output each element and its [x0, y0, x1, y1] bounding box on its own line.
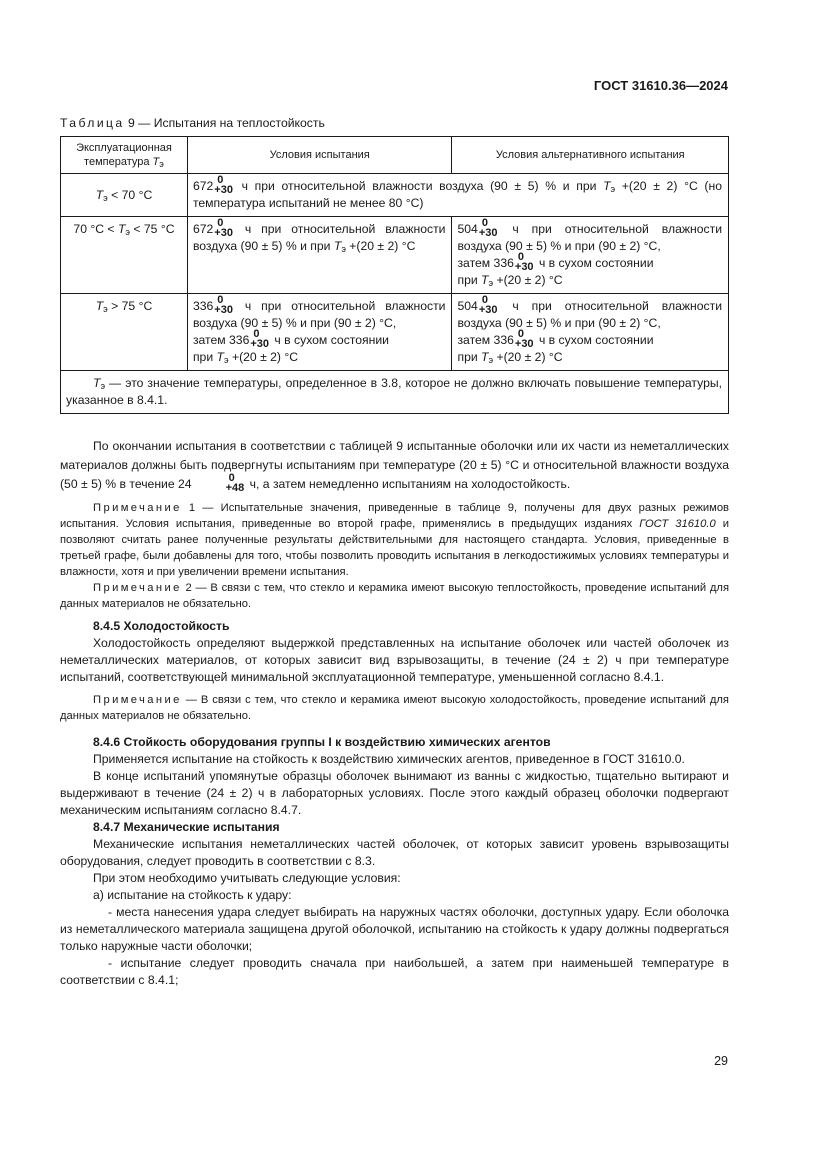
row1-temperature: $T_э < 70$ °C [61, 174, 188, 217]
table-footnote: $T_э$ — это значение температуры, определенное в 3.8, которое не должно включать повышение температуры, указанное в 8.4.1. [61, 371, 729, 414]
paragraph-8-4-6-a: Применяется испытание на стойкость к воздействию химических агентов, приведенное в ГОСТ 31610.0. [93, 752, 685, 766]
page-number: 29 [714, 1054, 728, 1068]
sub-item-impact-points: - места нанесения удара следует выбирать на наружных частях оболочки, доступных удару. Если оболочка из неметаллического материала защищена другой оболочкой, испытанию на стойкость к удару должны подвергаться только наружные части оболочки; [60, 905, 729, 953]
section-heading-8-4-7: 8.4.7 Механические испытания [93, 820, 280, 834]
header-alternative-conditions: Условия альтернативного испытания [452, 137, 729, 174]
note-1: Примечание 1 — Испытательные значения, приведенные в таблице 9, получены для двух разных режимов испытания. Условия испытания, приведенные во второй графе, применялись в предыдущих изданиях ГОСТ 31610.0 и позволяют считать ранее полученные результаты действительными для настоящего стандарта. Условия, приведенные в третьей графе, были добавлены для того, чтобы позволить проводить испытания в легкодостижимых условиях температуры и влажности, хотя и при увеличении времени испытания. [60, 502, 729, 578]
table-row [61, 217, 729, 294]
header-test-conditions: Условия испытания [187, 137, 452, 174]
row2-alternative: 504 0 +30 ч при относительной влажности воздуха (90 ± 5) % и при (90 ± 2) °C, затем 336 0 +30 ч в сухом состоянии при $T_э +(20 \pm 2)$ °C [452, 217, 729, 294]
section-heading-8-4-5: 8.4.5 Холодостойкость [93, 619, 230, 633]
table-row [61, 174, 729, 217]
row3-alternative: 504 0 +30 ч при относительной влажности воздуха (90 ± 5) % и при (90 ± 2) °C, затем 336 0 +30 ч в сухом состоянии при $T_э +(20 \pm 2)$ °C [452, 294, 729, 371]
section-heading-8-4-6: 8.4.6 Стойкость оборудования группы I к воздействию химических агентов [93, 735, 551, 749]
sub-item-temperature-order: - испытание следует проводить сначала при наибольшей, а затем при наименьшей температуре в соответствии с 8.4.1; [60, 956, 729, 987]
list-item-a: а) испытание на стойкость к удару: [93, 888, 292, 902]
note-3: Примечание — В связи с тем, что стекло и керамика имеют высокую холодостойкость, проведение испытаний для данных материалов не обязательно. [60, 694, 729, 722]
table-caption-label: Таблица [60, 116, 125, 130]
heat-resistance-table [60, 136, 729, 414]
row3-temperature: $T_э > 75$ °C [61, 294, 188, 371]
body-text [60, 437, 729, 989]
paragraph-8-4-5: Холодостойкость определяют выдержкой представленных на испытание оболочек или частей оболочек из неметаллических материалов, от которых зависит вид взрывозащиты, в течение (24 ± 2) ч при температуре испытаний, соответствующей минимальной эксплуатационной температуре, уменьшенной согласно 8.4.1. [60, 636, 729, 684]
table-footnote-row [61, 371, 729, 414]
table-row [61, 294, 729, 371]
row1-conditions: 672 0 +30 ч при относительной влажности воздуха (90 ± 5) % и при $T_э +(20 \pm 2)$ °C (но температура испытаний не менее 80 °C) [187, 174, 728, 217]
header-operating-temperature: Эксплуатационная температура $T_э$ [61, 137, 188, 174]
note-2: Примечание 2 — В связи с тем, что стекло и керамика имеют высокую теплостойкость, проведение испытаний для данных материалов не обязательно. [60, 582, 729, 610]
row2-conditions: 672 0 +30 ч при относительной влажности воздуха (90 ± 5) % и при $T_э +(20 \pm 2)$ °C [187, 217, 452, 294]
table-header-row [61, 137, 729, 174]
table-caption-title: 9 — Испытания на теплостойкость [124, 116, 325, 130]
row2-temperature: 70 $^\circ C < T_э < 75$ °C [61, 217, 188, 294]
row3-conditions: 336 0 +30 ч при относительной влажности воздуха (90 ± 5) % и при (90 ± 2) °C, затем 336 0 +30 ч в сухом состоянии при $T_э +(20 \pm 2)$ °C [187, 294, 452, 371]
paragraph-8-4-6-b: В конце испытаний упомянутые образцы оболочек вынимают из ванны с жидкостью, тщательно вытирают и выдерживают в течение (24 ± 2) ч в лабораторных условиях. После этого каждый образец оболочки подвергают механическим испытаниям согласно 8.4.7. [60, 769, 729, 817]
paragraph-8-4-7-a: Механические испытания неметаллических частей оболочек, от которых зависит уровень взрывозащиты оборудования, следует проводить в соответствии с 8.3. [60, 837, 729, 868]
table-caption [60, 115, 325, 132]
paragraph-8-4-7-b: При этом необходимо учитывать следующие условия: [93, 871, 401, 885]
paragraph-after-table: По окончании испытания в соответствии с таблицей 9 испытанные оболочки или их части из неметаллических материалов должны быть подвергнуты испытаниям при температуре (20 ± 5) °C и относительной влажности воздуха (50 ± 5) % в течение 24 0 +48 ч, а затем немедленно испытаниям на холодостойкость. [60, 439, 729, 494]
standard-designation: ГОСТ 31610.36—2024 [593, 78, 728, 93]
